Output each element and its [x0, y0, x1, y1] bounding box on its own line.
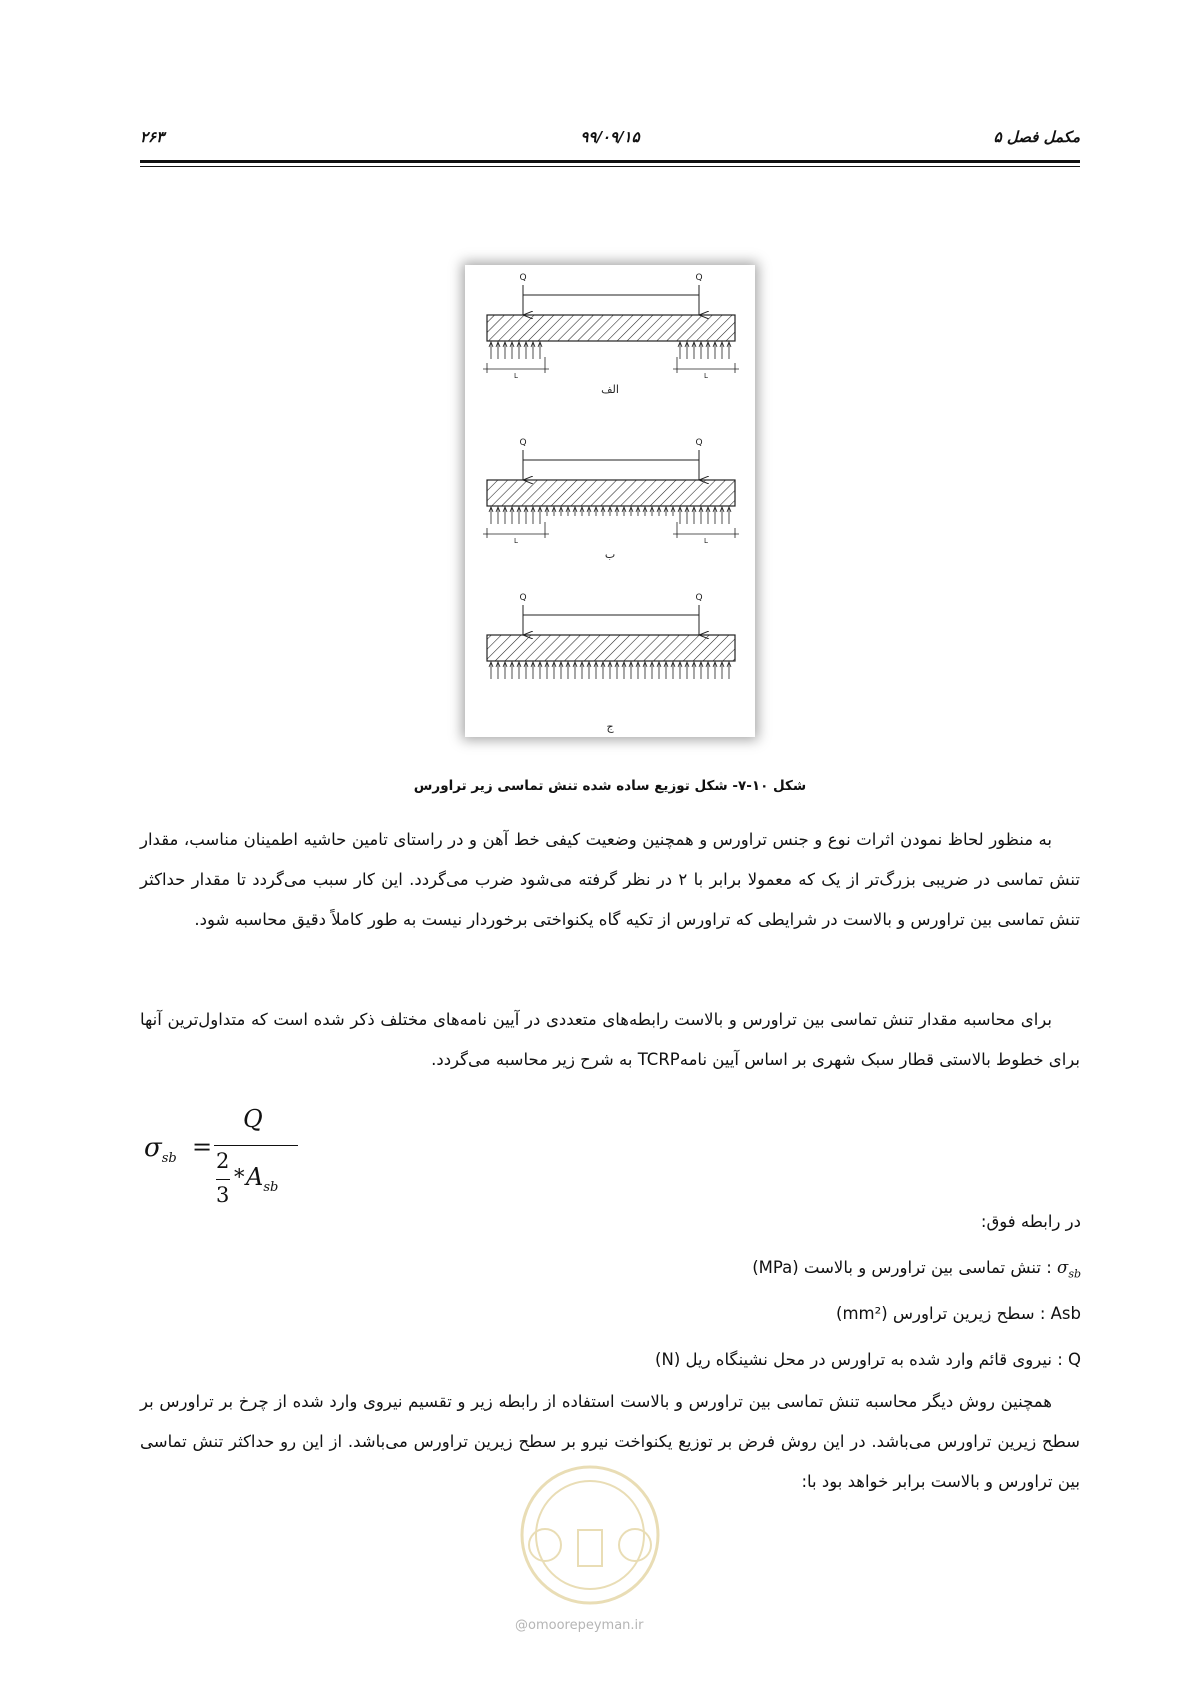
stress-distribution-diagram: [465, 265, 755, 737]
length-label-l: L: [514, 372, 518, 380]
header-date: ۹۹/۰۹/۱۵: [580, 128, 640, 146]
page-header: [140, 128, 1080, 152]
watermark-url: @omoorepeyman.ir: [515, 1618, 644, 1633]
length-label-l: L: [704, 537, 708, 545]
length-label-l: L: [704, 372, 708, 380]
definition-q: Q : نیروی قائم وارد شده به تراورس در محل نشینگاه ریل (N): [655, 1350, 1081, 1369]
figure-caption: شکل ۱۰-۷- شکل توزیع ساده شده تنش تماسی زیر تراورس: [413, 778, 807, 794]
panel-label: الف: [601, 383, 619, 396]
load-label-q: Q: [519, 593, 527, 603]
definition-sigma: $\sigma_{sb}$ : تنش تماسی بین تراورس و بالاست (MPa): [752, 1258, 1081, 1281]
definitions-intro: در رابطه فوق:: [980, 1212, 1081, 1231]
equation-denominator: 2 3 * $A_{sb}$: [216, 1149, 279, 1207]
load-label-q: Q: [695, 593, 703, 603]
header-rule-thin: [140, 166, 1080, 167]
equation-fraction-bar: [214, 1145, 298, 1146]
page-number: ۲۶۳: [140, 128, 165, 146]
equation-numerator: Q: [243, 1105, 263, 1133]
load-label-q: Q: [519, 438, 527, 448]
paragraph-3: همچنین روش دیگر محاسبه تنش تماسی بین تراورس و بالاست استفاده از رابطه زیر و تقسیم نیروی وارد شده از چرخ بر تراورس بر سطح زیرین تراورس می‌باشد. در این روش فرض بر توزیع یکنواخت نیرو بر سطح زیرین تراورس می‌باشد. از این رو حداکثر تنش تماسی بین تراورس و بالاست برابر خواهد بود با:: [140, 1392, 1080, 1491]
panel-label: ب: [604, 548, 616, 561]
load-label-q: Q: [519, 273, 527, 283]
equation-sigma: $\sigma_{sb}$: [144, 1133, 177, 1167]
header-rule-thick: [140, 160, 1080, 163]
length-label-l: L: [514, 537, 518, 545]
sleeper-beam: [487, 635, 735, 661]
definition-area: Asb : سطح زیرین تراورس (mm²): [836, 1304, 1081, 1323]
equation-equals: =: [192, 1133, 213, 1161]
contact-stress-equation: [140, 1105, 300, 1215]
sleeper-stress-figure: [465, 265, 755, 737]
panel-label: ج: [606, 720, 614, 733]
watermark-seal: [490, 1460, 690, 1610]
chapter-title: مکمل فصل ۵: [993, 128, 1080, 146]
sleeper-beam: [487, 480, 735, 506]
load-label-q: Q: [695, 438, 703, 448]
paragraph-2: برای محاسبه مقدار تنش تماسی بین تراورس و بالاست رابطه‌های متعددی در آیین نامه‌های مختلف ذکر شده است که متداول‌ترین آنها برای خطوط بالاستی قطار سبک شهری بر اساس آیین نامهTCRP به شرح زیر محاسبه می‌گردد.: [140, 1010, 1080, 1069]
paragraph-1: به منظور لحاظ نمودن اثرات نوع و جنس تراورس و همچنین وضعیت کیفی خط آهن و در راستای تامین حاشیه اطمینان مناسب، مقدار تنش تماسی در ضریبی بزرگ‌تر از یک که معمولا برابر با ۲ در نظر گرفته می‌شود ضرب می‌گردد. این کار سبب می‌گردد تا مقدار حداکثر تنش تماسی بین تراورس و بالاست در شرایطی که تراورس از تکیه گاه یکنواختی برخوردار نیست به طور کاملاً دقیق محاسبه شود.: [140, 830, 1080, 929]
load-label-q: Q: [695, 273, 703, 283]
sleeper-beam: [487, 315, 735, 341]
